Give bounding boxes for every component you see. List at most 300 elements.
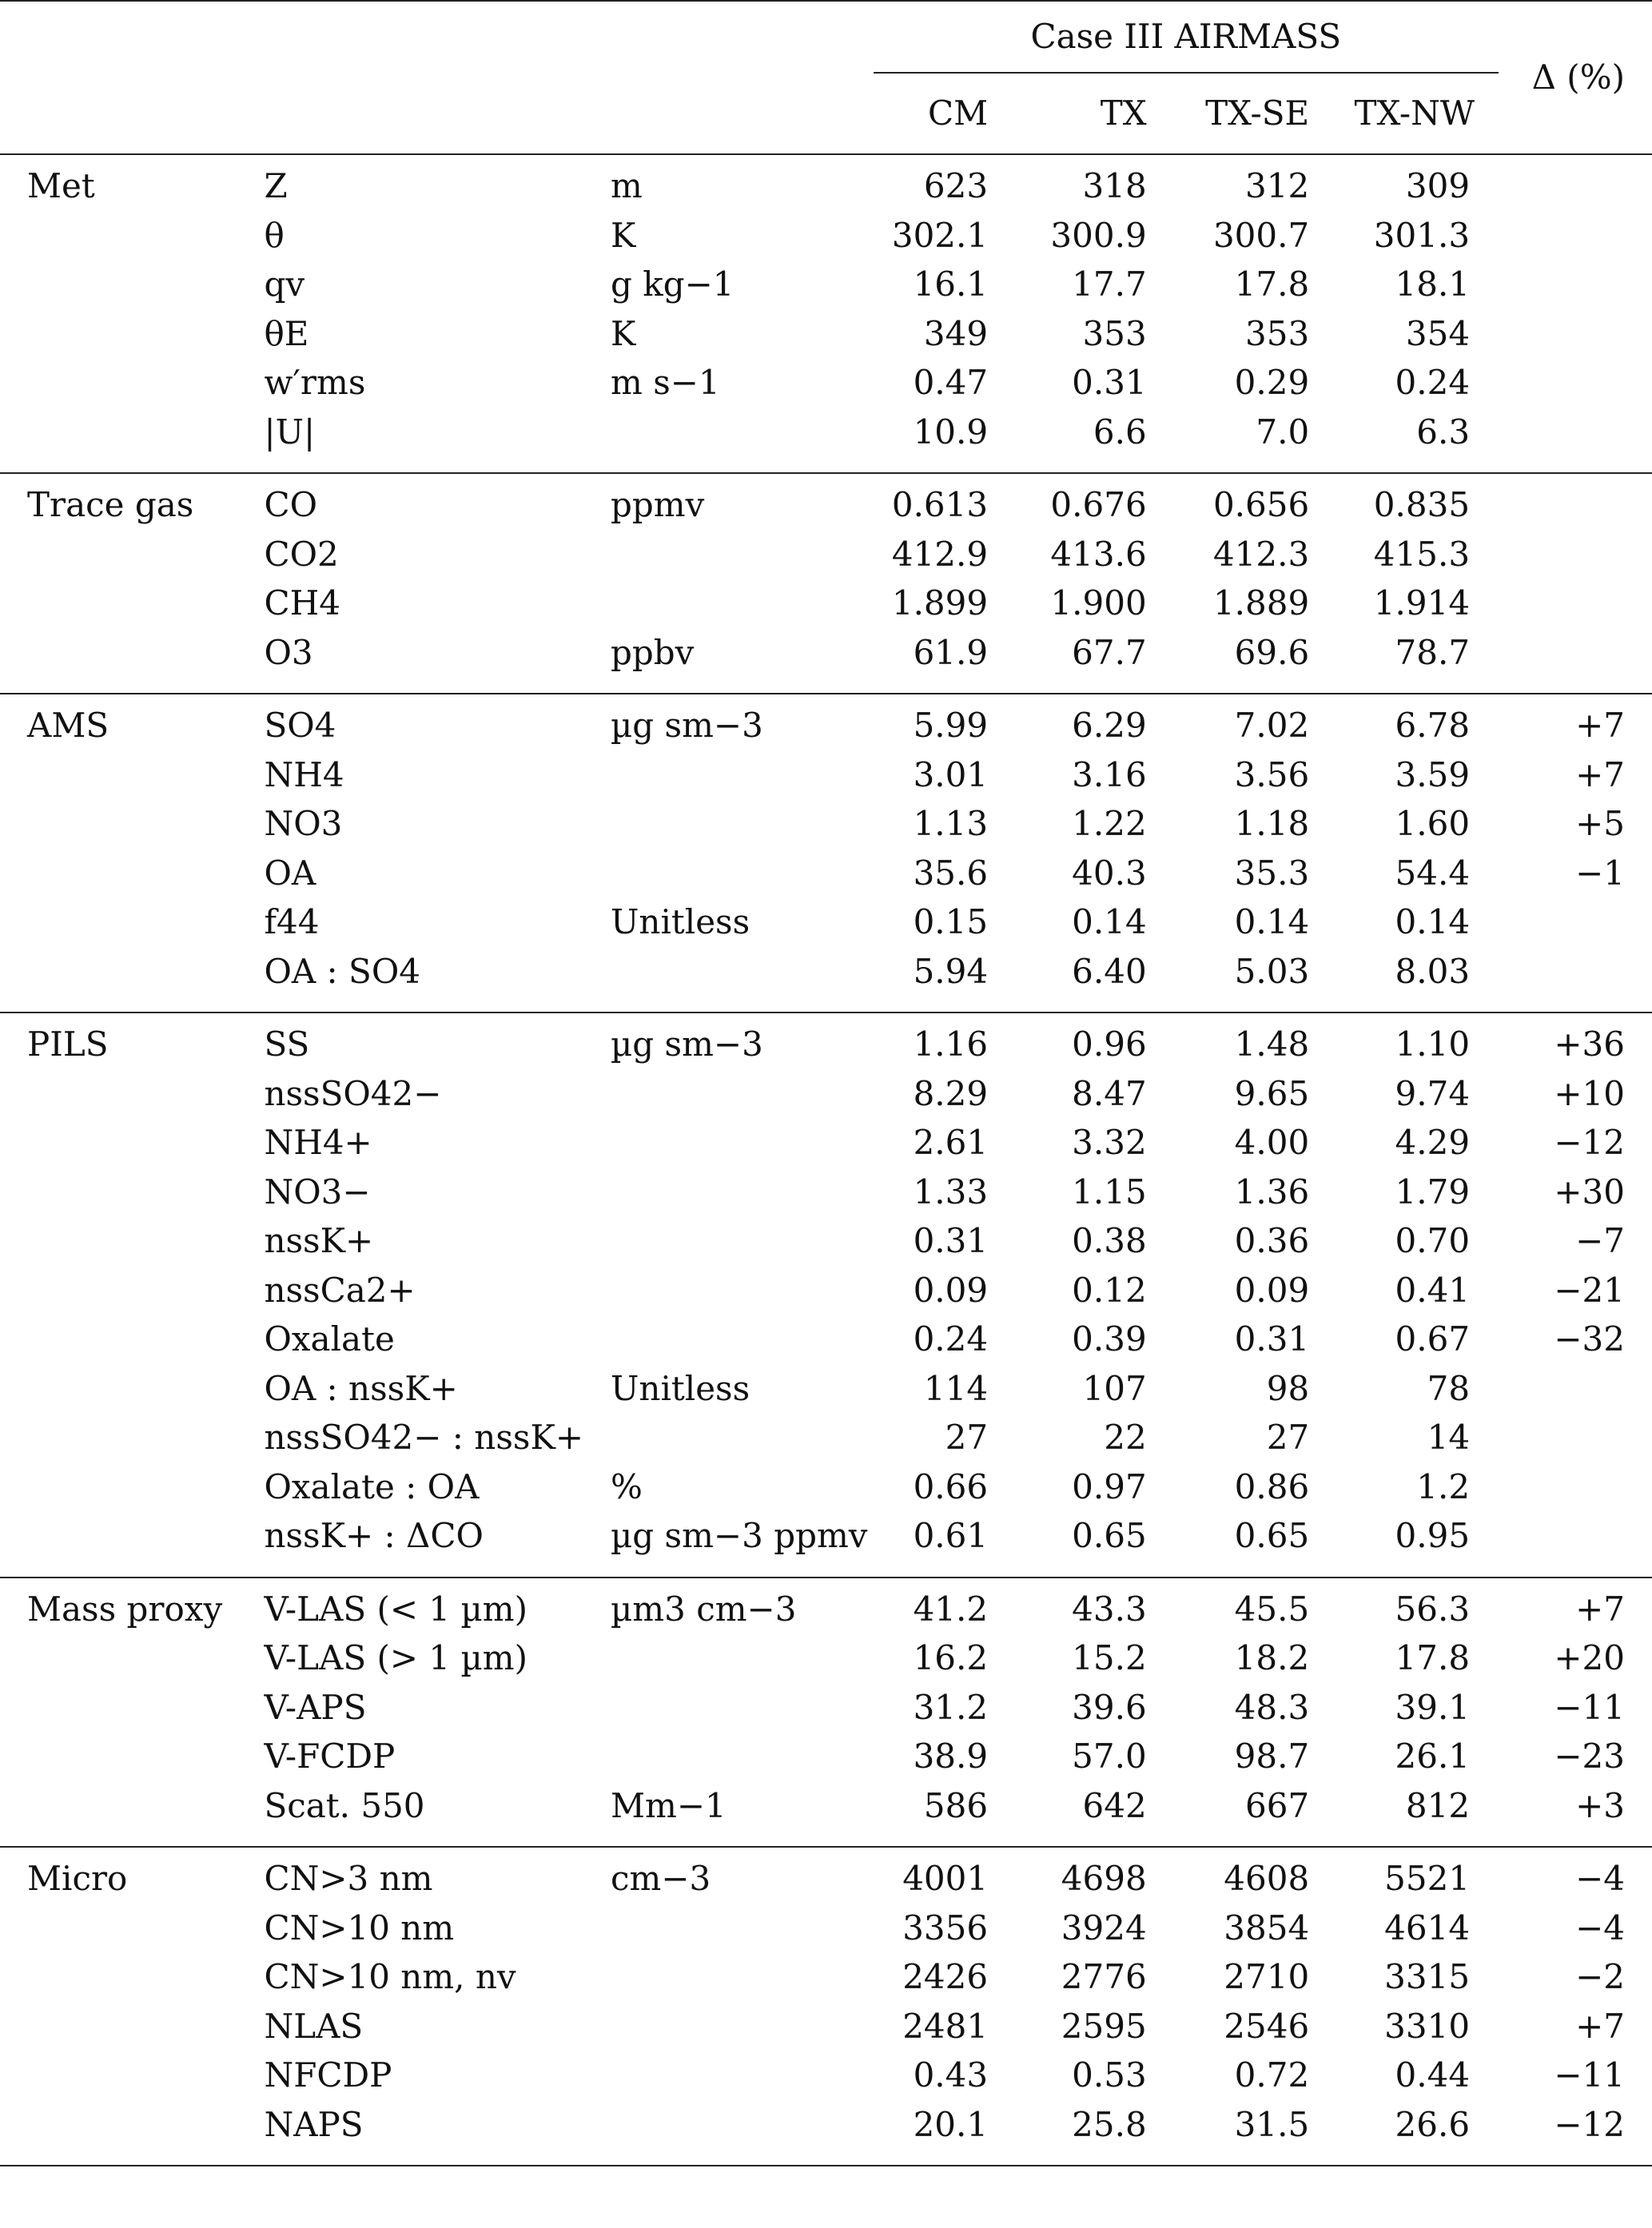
value-cell: 3356: [902, 1908, 989, 1948]
section-label: Micro: [0, 1847, 237, 1908]
unit-cell: %: [611, 1466, 643, 1506]
value-cell: 0.96: [1012, 1013, 1171, 1074]
table-row: [0, 2007, 1652, 2056]
delta-cell: −23: [1554, 1737, 1625, 1776]
table-row: [0, 1957, 1652, 2007]
variable-cell: Oxalate : OA: [264, 1466, 480, 1506]
table-row: [0, 1172, 1652, 1222]
unit-cell: K: [611, 215, 636, 255]
value-cell: 0.38: [1072, 1221, 1147, 1260]
variable-cell: CN>3 nm: [237, 1847, 583, 1908]
value-cell: 4.29: [1395, 1123, 1471, 1162]
value-cell: 57.0: [1072, 1737, 1147, 1776]
unit-cell: µg sm−3: [583, 694, 874, 755]
table-row: [0, 216, 1652, 265]
delta-cell: −12: [1499, 2105, 1652, 2166]
value-cell: 0.14: [1395, 902, 1471, 941]
value-cell: 318: [1012, 154, 1171, 216]
section-label: [0, 583, 237, 633]
header-row-columns: [0, 73, 1652, 154]
value-cell: 1.36: [1234, 1172, 1310, 1211]
value-cell: 107: [1082, 1368, 1147, 1408]
value-cell: 43.3: [1012, 1578, 1171, 1639]
value-cell: 27: [945, 1418, 989, 1457]
variable-cell: O3: [264, 632, 313, 672]
variable-cell: NO3: [264, 804, 343, 843]
value-cell: 38.9: [913, 1737, 989, 1776]
table-row: [0, 363, 1652, 412]
value-cell: 16.2: [913, 1638, 989, 1677]
delta-cell: [1499, 902, 1652, 952]
delta-cell: [1499, 473, 1652, 535]
variable-cell: NLAS: [264, 2006, 364, 2046]
value-cell: 15.2: [1072, 1638, 1147, 1677]
value-cell: 0.676: [1012, 473, 1171, 535]
value-cell: 349: [923, 313, 989, 353]
value-cell: 0.24: [913, 1319, 989, 1359]
delta-cell: +36: [1499, 1013, 1652, 1074]
value-cell: 3924: [1061, 1908, 1147, 1948]
unit-cell: cm−3: [583, 1847, 874, 1908]
variable-cell: CN>10 nm, nv: [264, 1957, 516, 1996]
section-label: [0, 1123, 237, 1172]
value-cell: 3.32: [1072, 1123, 1147, 1162]
delta-cell: [1499, 154, 1652, 216]
value-cell: 17.7: [1072, 265, 1147, 304]
variable-cell: OA : nssK+: [264, 1368, 458, 1408]
variable-cell: θ: [264, 215, 285, 255]
value-cell: 1.914: [1373, 583, 1471, 623]
delta-cell: [1499, 412, 1652, 474]
value-cell: 415.3: [1373, 534, 1471, 574]
unit-cell: [583, 804, 874, 853]
value-cell: 22: [1104, 1418, 1147, 1457]
value-cell: 5.99: [874, 694, 1012, 755]
value-cell: 0.613: [874, 473, 1012, 535]
value-cell: 412.9: [891, 534, 989, 574]
delta-header: Δ (%): [1499, 1, 1652, 154]
value-cell: 6.29: [1012, 694, 1171, 755]
table-row: [0, 583, 1652, 633]
unit-cell: [583, 1418, 874, 1467]
section-label: [0, 1074, 237, 1124]
value-cell: 9.65: [1234, 1073, 1310, 1113]
unit-cell: [583, 755, 874, 805]
table-row: [0, 1319, 1652, 1369]
value-cell: 2595: [1061, 2006, 1147, 2046]
unit-cell: [583, 1074, 874, 1124]
column-header-tx-nw: TX-NW: [1354, 93, 1475, 133]
unit-cell: [583, 2007, 874, 2056]
value-cell: 41.2: [874, 1578, 1012, 1639]
value-cell: 69.6: [1234, 632, 1310, 672]
section-label: [0, 216, 237, 265]
table-row: [0, 2105, 1652, 2166]
value-cell: 0.72: [1234, 2055, 1310, 2095]
section-label: [0, 1221, 237, 1271]
value-cell: 98.7: [1234, 1737, 1310, 1776]
section-label: [0, 1908, 237, 1958]
value-cell: 48.3: [1234, 1687, 1310, 1727]
section-label: [0, 2007, 237, 2056]
value-cell: 0.66: [913, 1466, 989, 1506]
section-label: [0, 1957, 237, 2007]
table-row: [0, 804, 1652, 853]
header-spacer: [0, 1, 237, 73]
value-cell: 0.29: [1234, 363, 1310, 402]
unit-cell: [583, 1172, 874, 1222]
value-cell: 3315: [1384, 1957, 1471, 1996]
table-row: [0, 1123, 1652, 1172]
variable-cell: NH4: [264, 754, 344, 794]
value-cell: 2.61: [913, 1123, 989, 1162]
value-cell: 17.8: [1234, 265, 1310, 304]
value-cell: 35.6: [913, 853, 989, 893]
section-label: [0, 1172, 237, 1222]
delta-cell: −11: [1554, 1687, 1625, 1727]
unit-cell: [583, 1319, 874, 1369]
value-cell: 0.41: [1395, 1270, 1471, 1310]
unit-cell: Mm−1: [611, 1785, 726, 1825]
value-cell: 667: [1245, 1785, 1310, 1825]
unit-cell: [583, 1688, 874, 1737]
unit-cell: K: [611, 313, 636, 353]
value-cell: 35.3: [1234, 853, 1310, 893]
value-cell: 1.900: [1050, 583, 1147, 623]
table-row: [0, 1467, 1652, 1517]
delta-cell: −4: [1499, 1847, 1652, 1908]
table-row: [0, 755, 1652, 805]
value-cell: 10.9: [913, 412, 989, 452]
value-cell: 5521: [1333, 1847, 1499, 1908]
header-row-top: [0, 1, 1652, 73]
value-cell: 0.97: [1072, 1466, 1147, 1506]
delta-cell: −4: [1575, 1908, 1625, 1948]
value-cell: 39.1: [1395, 1687, 1471, 1727]
value-cell: 0.14: [1072, 902, 1147, 941]
variable-cell: w′rms: [264, 363, 366, 402]
value-cell: 2481: [902, 2006, 989, 2046]
value-cell: 5.94: [913, 951, 989, 991]
unit-cell: g kg−1: [611, 265, 734, 304]
value-cell: 353: [1082, 313, 1147, 353]
value-cell: 300.9: [1050, 215, 1147, 255]
value-cell: 3.01: [913, 754, 989, 794]
delta-cell: +7: [1499, 1578, 1652, 1639]
section-label: Mass proxy: [0, 1578, 237, 1639]
section-label: [0, 1688, 237, 1737]
variable-cell: θE: [264, 313, 309, 353]
section-label: [0, 853, 237, 903]
section-label: [0, 1516, 237, 1578]
value-cell: 6.78: [1333, 694, 1499, 755]
value-cell: 27: [1266, 1418, 1310, 1457]
table-row: [0, 1578, 1652, 1639]
delta-cell: +20: [1554, 1638, 1625, 1677]
value-cell: 17.8: [1395, 1638, 1471, 1677]
value-cell: 67.7: [1072, 632, 1147, 672]
value-cell: 300.7: [1212, 215, 1310, 255]
table-row: [0, 265, 1652, 314]
variable-cell: nssSO42− : nssK+: [264, 1418, 584, 1457]
unit-cell: µm3 cm−3: [583, 1578, 874, 1639]
value-cell: 0.44: [1395, 2055, 1471, 2095]
value-cell: 0.12: [1072, 1270, 1147, 1310]
value-cell: 0.31: [1234, 1319, 1310, 1359]
value-cell: 25.8: [1012, 2105, 1171, 2166]
table-row: [0, 1418, 1652, 1467]
value-cell: 0.24: [1395, 363, 1471, 402]
value-cell: 54.4: [1395, 853, 1471, 893]
delta-cell: [1499, 633, 1652, 694]
delta-cell: −11: [1554, 2055, 1625, 2095]
value-cell: 6.3: [1416, 412, 1471, 452]
value-cell: 2426: [902, 1957, 989, 1996]
table-row: [0, 633, 1652, 694]
value-cell: 26.6: [1333, 2105, 1499, 2166]
value-cell: 9.74: [1395, 1073, 1471, 1113]
value-cell: 31.5: [1171, 2105, 1334, 2166]
delta-cell: +10: [1554, 1073, 1625, 1113]
value-cell: 0.09: [1234, 1270, 1310, 1310]
value-cell: 0.39: [1072, 1319, 1147, 1359]
value-cell: 7.0: [1256, 412, 1310, 452]
column-header-cm: CM: [927, 93, 989, 133]
table-row: [0, 473, 1652, 535]
unit-cell: [583, 853, 874, 903]
value-cell: 0.835: [1333, 473, 1499, 535]
delta-cell: [1499, 1418, 1652, 1467]
table-row: [0, 853, 1652, 903]
value-cell: 0.67: [1395, 1319, 1471, 1359]
value-cell: 1.33: [913, 1172, 989, 1211]
table-body: [0, 154, 1652, 2166]
value-cell: 114: [923, 1368, 989, 1408]
variable-cell: CN>10 nm: [264, 1908, 455, 1948]
table-row: [0, 1688, 1652, 1737]
value-cell: 31.2: [913, 1687, 989, 1727]
delta-cell: −1: [1575, 853, 1625, 893]
delta-cell: +3: [1575, 1785, 1625, 1825]
section-label: [0, 265, 237, 314]
value-cell: 8.29: [913, 1073, 989, 1113]
section-label: [0, 314, 237, 364]
section-label: [0, 952, 237, 1013]
value-cell: 0.65: [1072, 1516, 1147, 1555]
delta-cell: [1499, 1467, 1652, 1517]
delta-cell: [1499, 583, 1652, 633]
value-cell: 5.03: [1234, 951, 1310, 991]
value-cell: 98: [1266, 1368, 1310, 1408]
unit-cell: [583, 1638, 874, 1688]
variable-cell: OA : SO4: [264, 951, 420, 991]
value-cell: 586: [923, 1785, 989, 1825]
section-label: [0, 1737, 237, 1786]
column-header-tx-se: TX-SE: [1205, 93, 1310, 133]
table-row: [0, 154, 1652, 216]
value-cell: 1.79: [1395, 1172, 1471, 1211]
value-cell: 7.02: [1171, 694, 1334, 755]
delta-cell: [1499, 1369, 1652, 1418]
variable-cell: NH4+: [264, 1123, 372, 1162]
value-cell: 20.1: [874, 2105, 1012, 2166]
table-row: [0, 1516, 1652, 1578]
table-row: [0, 1786, 1652, 1848]
value-cell: 1.889: [1212, 583, 1310, 623]
table-row: [0, 1908, 1652, 1958]
value-cell: 26.1: [1395, 1737, 1471, 1776]
value-cell: 8.03: [1395, 951, 1471, 991]
variable-cell: V-APS: [264, 1687, 367, 1727]
value-cell: 3.59: [1395, 754, 1471, 794]
table-row: [0, 1074, 1652, 1124]
table-row: [0, 535, 1652, 584]
value-cell: 2776: [1061, 1957, 1147, 1996]
value-cell: 0.43: [913, 2055, 989, 2095]
value-cell: 6.40: [1072, 951, 1147, 991]
delta-cell: −21: [1554, 1270, 1625, 1310]
section-label: [0, 804, 237, 853]
unit-cell: [583, 583, 874, 633]
value-cell: 4001: [874, 1847, 1012, 1908]
unit-cell: [583, 535, 874, 584]
delta-cell: [1499, 314, 1652, 364]
value-cell: 61.9: [913, 632, 989, 672]
value-cell: 301.3: [1373, 215, 1471, 255]
value-cell: 353: [1245, 313, 1310, 353]
value-cell: 623: [874, 154, 1012, 216]
section-label: [0, 755, 237, 805]
delta-cell: [1499, 952, 1652, 1013]
delta-cell: [1499, 265, 1652, 314]
unit-cell: [583, 1737, 874, 1786]
variable-cell: qv: [264, 265, 305, 304]
value-cell: 0.656: [1171, 473, 1334, 535]
variable-cell: NO3−: [264, 1172, 371, 1211]
section-label: PILS: [0, 1013, 237, 1074]
value-cell: 0.86: [1234, 1466, 1310, 1506]
value-cell: 39.6: [1072, 1687, 1147, 1727]
value-cell: 0.15: [913, 902, 989, 941]
unit-cell: m: [583, 154, 874, 216]
table-row: [0, 1638, 1652, 1688]
table-row: [0, 1369, 1652, 1418]
unit-cell: µg sm−3 ppmv: [611, 1516, 868, 1555]
section-label: [0, 633, 237, 694]
section-label: [0, 412, 237, 474]
value-cell: 6.6: [1093, 412, 1147, 452]
table-row: [0, 2055, 1652, 2105]
value-cell: 0.95: [1395, 1516, 1471, 1555]
value-cell: 1.16: [874, 1013, 1012, 1074]
value-cell: 1.18: [1234, 804, 1310, 843]
variable-cell: nssCa2+: [264, 1270, 416, 1310]
variable-cell: Scat. 550: [264, 1785, 425, 1825]
value-cell: 4608: [1171, 1847, 1334, 1908]
value-cell: 1.15: [1072, 1172, 1147, 1211]
value-cell: 3854: [1224, 1908, 1310, 1948]
value-cell: 642: [1082, 1785, 1147, 1825]
variable-cell: SO4: [237, 694, 583, 755]
value-cell: 812: [1405, 1785, 1471, 1825]
section-label: [0, 902, 237, 952]
delta-cell: −12: [1554, 1123, 1625, 1162]
value-cell: 78.7: [1395, 632, 1471, 672]
variable-cell: NFCDP: [264, 2055, 392, 2095]
table-row: [0, 412, 1652, 474]
value-cell: 1.60: [1395, 804, 1471, 843]
column-header-tx: TX: [1100, 93, 1147, 133]
table-row: [0, 1271, 1652, 1320]
delta-cell: +7: [1575, 2006, 1625, 2046]
value-cell: 0.31: [1072, 363, 1147, 402]
variable-cell: V-LAS (< 1 µm): [237, 1578, 583, 1639]
value-cell: 0.47: [913, 363, 989, 402]
table-row: [0, 1737, 1652, 1786]
delta-cell: +5: [1575, 804, 1625, 843]
value-cell: 302.1: [891, 215, 989, 255]
value-cell: 1.22: [1072, 804, 1147, 843]
delta-cell: −7: [1575, 1221, 1625, 1260]
value-cell: 78: [1427, 1368, 1471, 1408]
unit-cell: [583, 412, 874, 474]
section-label: [0, 1369, 237, 1418]
unit-cell: [583, 1271, 874, 1320]
value-cell: 1.899: [891, 583, 989, 623]
value-cell: 4614: [1384, 1908, 1471, 1948]
value-cell: 14: [1427, 1418, 1471, 1457]
table-row: [0, 952, 1652, 1013]
variable-cell: nssSO42−: [264, 1073, 442, 1113]
table-row: [0, 1221, 1652, 1271]
unit-cell: ppbv: [611, 632, 695, 672]
value-cell: 1.2: [1416, 1466, 1471, 1506]
section-label: [0, 1786, 237, 1848]
delta-cell: [1499, 1516, 1652, 1578]
value-cell: 16.1: [913, 265, 989, 304]
variable-cell: |U|: [264, 412, 316, 452]
case-group-title: Case III AIRMASS: [874, 1, 1499, 73]
value-cell: 1.48: [1171, 1013, 1334, 1074]
value-cell: 309: [1333, 154, 1499, 216]
table-row: [0, 902, 1652, 952]
unit-cell: µg sm−3: [583, 1013, 874, 1074]
value-cell: 0.14: [1234, 902, 1310, 941]
value-cell: 0.36: [1234, 1221, 1310, 1260]
value-cell: 2546: [1224, 2006, 1310, 2046]
variable-cell: V-LAS (> 1 µm): [264, 1638, 527, 1677]
section-label: [0, 1467, 237, 1517]
variable-cell: V-FCDP: [264, 1737, 396, 1776]
delta-cell: [1499, 535, 1652, 584]
value-cell: 0.65: [1234, 1516, 1310, 1555]
unit-cell: Unitless: [611, 1368, 750, 1408]
delta-cell: [1499, 363, 1652, 412]
value-cell: 56.3: [1333, 1578, 1499, 1639]
variable-cell: Z: [237, 154, 583, 216]
value-cell: 45.5: [1171, 1578, 1334, 1639]
unit-cell: [583, 1221, 874, 1271]
value-cell: 0.31: [913, 1221, 989, 1260]
variable-cell: nssK+ : ΔCO: [264, 1516, 484, 1555]
value-cell: 0.70: [1395, 1221, 1471, 1260]
value-cell: 0.09: [913, 1270, 989, 1310]
value-cell: 18.1: [1395, 265, 1471, 304]
delta-cell: [1499, 216, 1652, 265]
value-cell: 312: [1171, 154, 1334, 216]
delta-cell: −32: [1554, 1319, 1625, 1359]
value-cell: 4698: [1012, 1847, 1171, 1908]
